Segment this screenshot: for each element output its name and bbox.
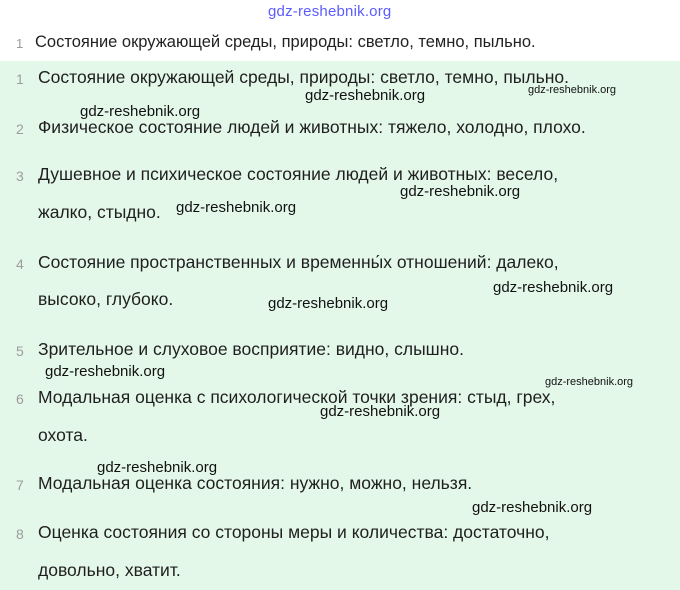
- watermark-text: gdz-reshebnik.org: [493, 279, 614, 296]
- item-text-line-1: Модальная оценка с психологической точки зрения: стыд, грех,: [38, 387, 556, 407]
- item-text-line-2: довольно, хватит.: [38, 560, 181, 580]
- item-text-line-2: жалко, стыдно.: [38, 202, 161, 222]
- watermark-text: gdz-reshebnik.org: [176, 199, 297, 216]
- item-text: Состояние окружающей среды, природы: светло, темно, пыльно.: [38, 67, 569, 87]
- watermark-text: gdz-reshebnik.org: [528, 84, 617, 96]
- watermark-text: gdz-reshebnik.org: [320, 403, 441, 420]
- header-row: [0, 33, 680, 59]
- watermark-text: gdz-reshebnik.org: [472, 499, 593, 516]
- item-text: Физическое состояние людей и животных: тяжело, холодно, плохо.: [38, 117, 586, 137]
- watermark-text: gdz-reshebnik.org: [400, 183, 521, 200]
- watermark-text: gdz-reshebnik.org: [305, 87, 426, 104]
- top-watermark: gdz-reshebnik.org: [268, 3, 392, 20]
- item-number: 8: [16, 526, 24, 542]
- watermark-text: gdz-reshebnik.org: [97, 459, 218, 476]
- watermark-text: gdz-reshebnik.org: [80, 103, 201, 120]
- watermark-text: gdz-reshebnik.org: [268, 295, 389, 312]
- item-text-line-1: Оценка состояния со стороны меры и количества: достаточно,: [38, 522, 550, 542]
- item-text: Зрительное и слуховое восприятие: видно, слышно.: [38, 339, 464, 359]
- item-text-line-2: охота.: [38, 425, 88, 445]
- watermark-text: gdz-reshebnik.org: [45, 363, 166, 380]
- header-row-number: 1: [16, 36, 24, 51]
- item-number: 7: [16, 477, 24, 493]
- item-text-line-2: высоко, глубоко.: [38, 289, 174, 309]
- item-text: Модальная оценка состояния: нужно, можно, нельзя.: [38, 473, 473, 493]
- item-number: 2: [16, 121, 24, 137]
- answer-panel: [0, 61, 680, 590]
- item-text-line-1: Состояние пространственных и временны́х отношений: далеко,: [38, 252, 559, 272]
- item-number: 6: [16, 391, 24, 407]
- watermark-text: gdz-reshebnik.org: [545, 376, 634, 388]
- header-row-text: Состояние окружающей среды, природы: светло, темно, пыльно.: [35, 33, 536, 51]
- item-number: 4: [16, 256, 24, 272]
- item-number: 5: [16, 343, 24, 359]
- item-number: 1: [16, 71, 24, 87]
- item-number: 3: [16, 168, 24, 184]
- item-text-line-1: Душевное и психическое состояние людей и животных: весело,: [38, 164, 559, 184]
